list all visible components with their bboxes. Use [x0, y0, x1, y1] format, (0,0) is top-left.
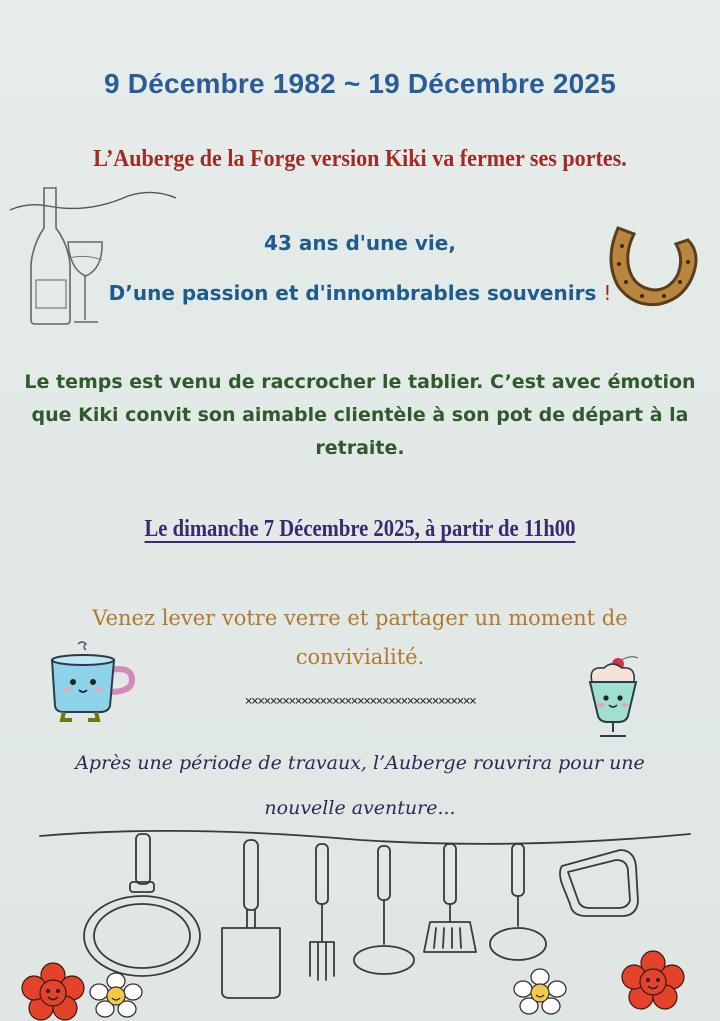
retirement-line-1: Le temps est venu de raccrocher le tablier. C’est avec émotion [24, 371, 696, 393]
reopening-line-1: Après une période de travaux, l’Auberge rouvrira pour une [75, 752, 645, 774]
event-date-line: Le dimanche 7 Décembre 2025, à partir de 11h00 [144, 516, 576, 542]
white-flower-icon [88, 972, 144, 1018]
passion-punctuation: ! [603, 281, 612, 305]
horseshoe-icon [604, 216, 700, 312]
milkshake-icon [578, 652, 648, 742]
wine-bottle-glass-icon [8, 184, 188, 329]
red-flower-icon [22, 962, 84, 1020]
retirement-line-2: que Kiki convit son aimable clientèle à son pot de départ à la [31, 404, 689, 426]
dates-heading: 9 Décembre 1982 ~ 19 Décembre 2025 [104, 68, 616, 99]
invite-line-1: Venez lever votre verre et partager un moment de [92, 606, 628, 630]
invite-line-2: convivialité. [295, 645, 425, 669]
passion-text: D’une passion et d'innombrables souvenirs [108, 281, 597, 305]
white-flower-icon [512, 968, 568, 1016]
red-flower-icon [622, 950, 684, 1010]
closing-headline: L’Auberge de la Forge version Kiki va fermer ses portes. [93, 146, 627, 172]
years-line: 43 ans d'une vie, [264, 231, 456, 255]
smiling-mug-icon [48, 640, 140, 724]
decorative-separator: ××××××××××××××××××××××××××××××××××××× [244, 694, 476, 709]
retirement-line-3: retraite. [315, 437, 405, 459]
reopening-line-2: nouvelle aventure... [264, 797, 456, 819]
